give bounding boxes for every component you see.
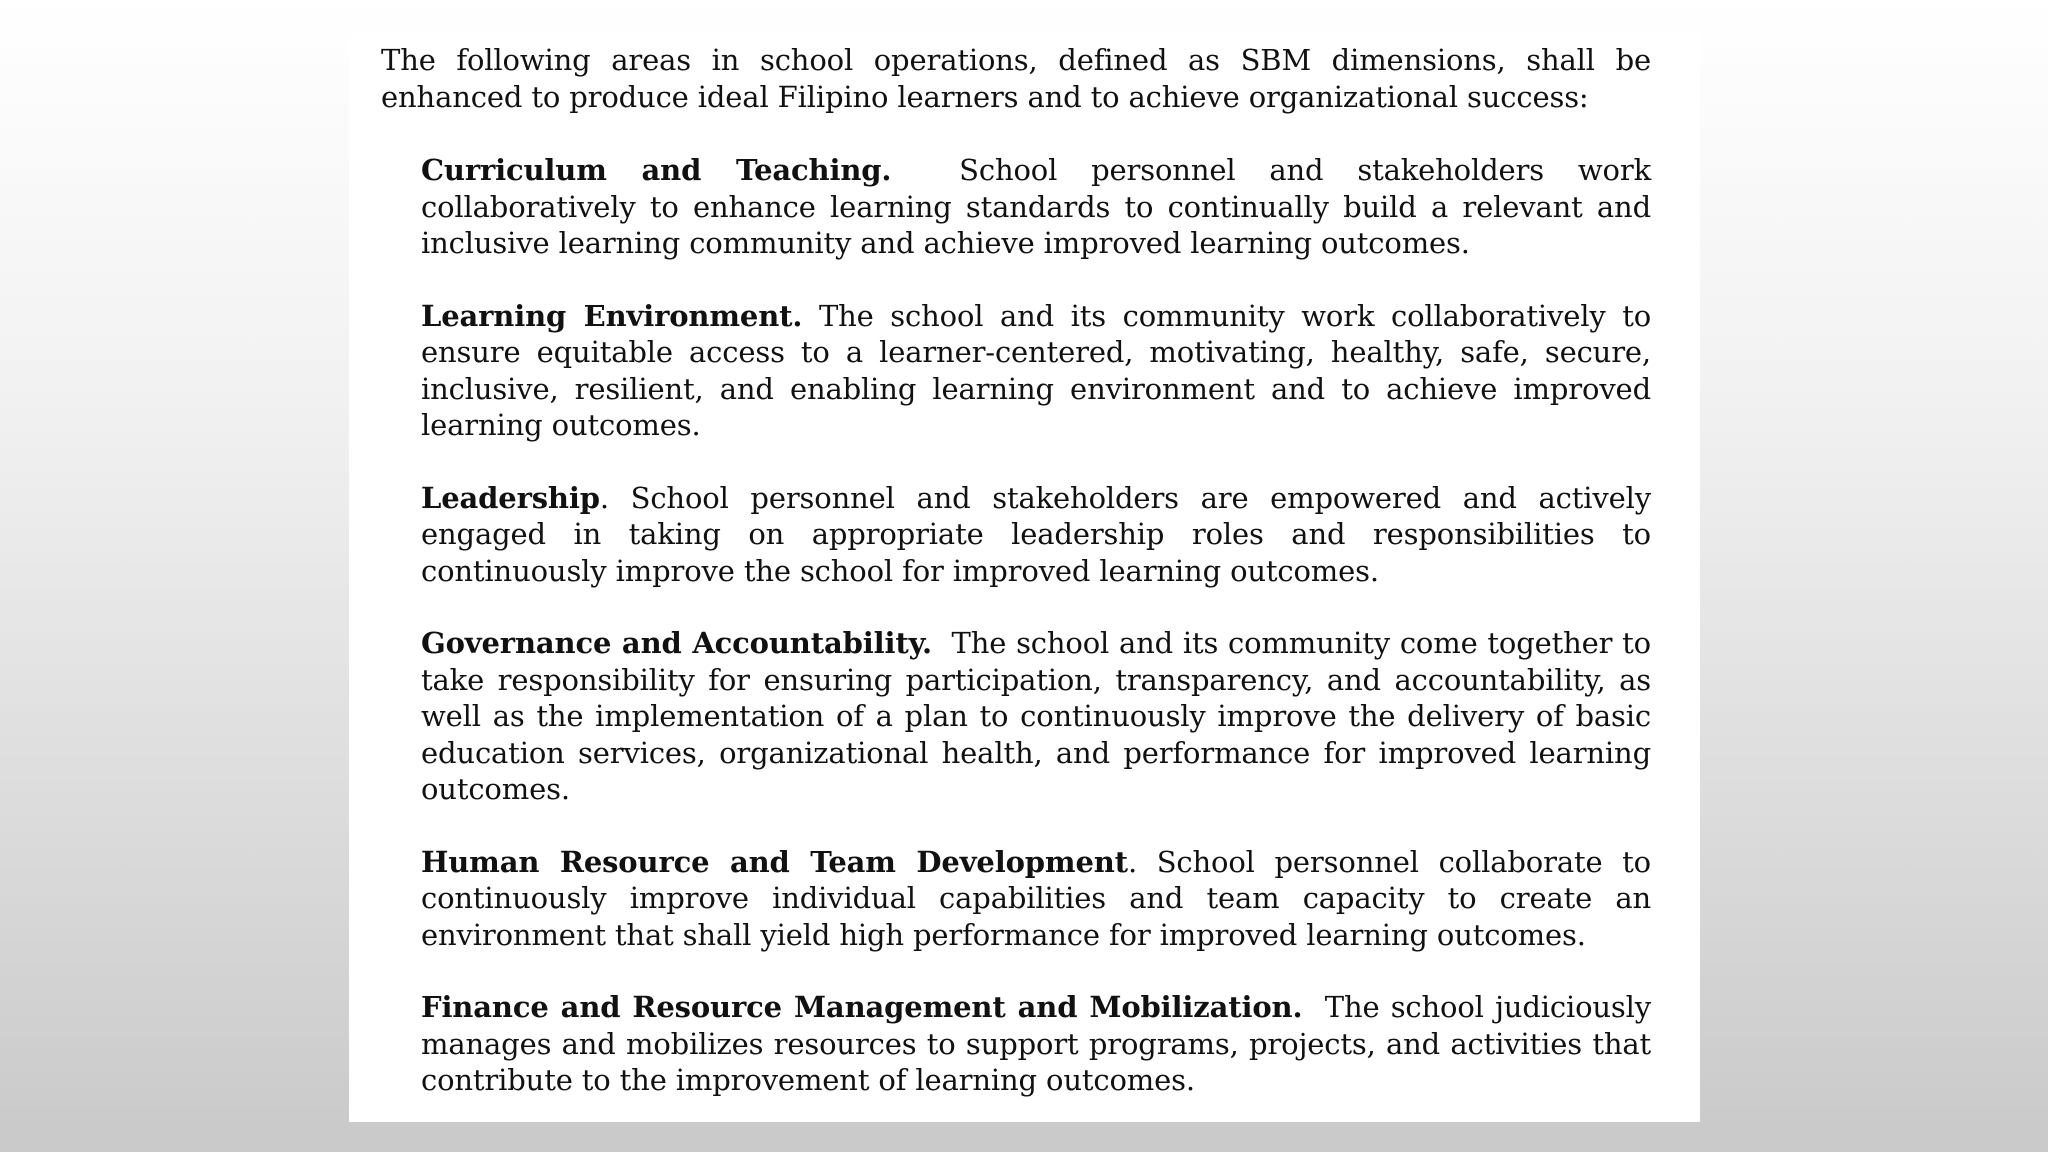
dimension-title: Learning Environment. (421, 298, 803, 333)
dimension-title: Human Resource and Team Development (421, 844, 1128, 879)
dimension-leadership (421, 480, 1651, 590)
dimension-text: The school and its community come together to take responsibility for ensuring participation, transparency, and accountability, as well as the implementation of a plan to continuously improve the delivery of basic education services, organizational health, and performance for improved learning outcomes. (421, 626, 1651, 806)
dimension-text: The school and its community work collaboratively to ensure equitable access to a learner-centered, motivating, healthy, safe, secure, inclusive, resilient, and enabling learning environment and to achieve improved learning outcomes. (421, 298, 1652, 442)
document-page (349, 34, 1700, 1122)
intro-paragraph: The following areas in school operations, defined as SBM dimensions, shall be enhanced to produce ideal Filipino learners and to achieve organizational success: (381, 43, 1651, 114)
dimension-curriculum-teaching (421, 152, 1651, 262)
sbm-dimensions-list (421, 152, 1651, 1099)
dimension-title: Curriculum and Teaching. (421, 153, 892, 187)
dimension-learning-environment (421, 298, 1651, 444)
dimension-text: . School personnel collaborate to continuously improve individual capabilities and team capacity to create an environment that shall yield high performance for improved learning outcomes. (421, 844, 1651, 952)
dimension-title: Finance and Resource Management and Mobilization. (421, 990, 1303, 1024)
dimension-text: The school judiciously manages and mobilizes resources to support programs, projects, and activities that contribute to the improvement of learning outcomes. (421, 990, 1652, 1097)
dimension-human-resource-team-development (421, 844, 1651, 954)
dimension-finance-resource-management (421, 989, 1651, 1099)
dimension-governance-accountability (421, 625, 1651, 808)
dimension-title: Governance and Accountability. (421, 626, 932, 660)
dimension-text: School personnel and stakeholders work collaboratively to enhance learning standards to continually build a relevant and inclusive learning community and achieve improved learning outcomes. (421, 153, 1651, 260)
dimension-text: . School personnel and stakeholders are empowered and actively engaged in taking on appropriate leadership roles and responsibilities to continuously improve the school for improved learning outcomes. (421, 480, 1651, 588)
dimension-title: Leadership (421, 480, 600, 515)
